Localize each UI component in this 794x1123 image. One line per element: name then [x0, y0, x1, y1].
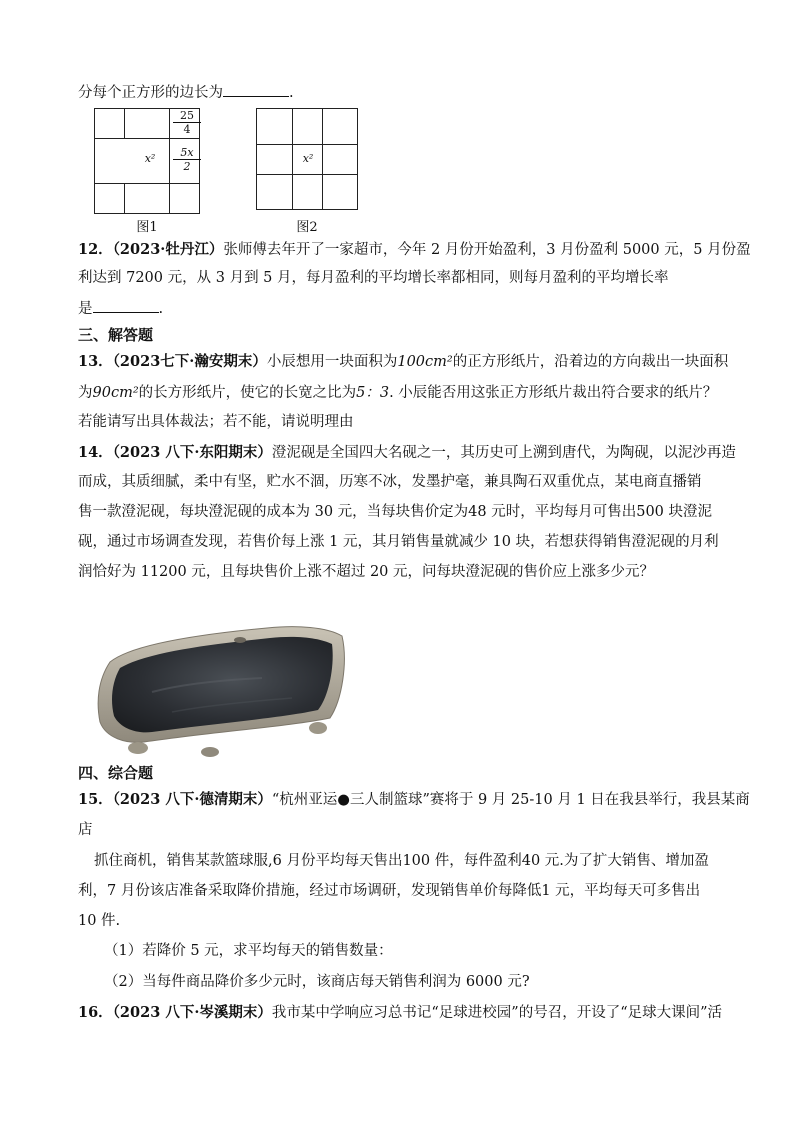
q15-line-3: 抓住商机，销售某款篮球服,6 月份平均每天售出100 件，每件盈利40 元.为了扩大销售、增加盈 — [94, 853, 709, 869]
q16-number: 16． — [78, 1004, 113, 1021]
figure-2-caption: 图2 — [296, 220, 318, 235]
q14-line-3: 售一款澄泥砚，每块澄泥砚的成本为 30 元，当每块售价定为48 元时，平均每月可售出500 块澄泥 — [78, 504, 713, 520]
q13-source: （2023七下·瀚安期末） — [112, 353, 267, 370]
q13-line-1: 13．（2023七下·瀚安期末）小辰想用一块面积为100cm²的正方形纸片，沿着边的方向裁出一块面积 — [78, 353, 729, 370]
q15-number: 15． — [78, 791, 113, 808]
q16-source: （2023 八下·岑溪期末） — [112, 1004, 272, 1021]
figure-1-fraction-5x-2: $\frac{5x}{2}$ — [173, 146, 201, 173]
q14-line-1: 14．（2023 八下·东阳期末）澄泥砚是全国四大名砚之一，其历史可上溯到唐代，为陶砚，以泥沙再造 — [78, 444, 736, 461]
q13-area-90: 90cm² — [92, 385, 139, 401]
q13-area-100: 100cm² — [397, 354, 453, 370]
figure-1-x-squared: x² — [144, 152, 156, 165]
section-3-heading: 三、解答题 — [78, 326, 154, 344]
figure-1-caption: 图1 — [136, 220, 158, 235]
q14-source: （2023 八下·东阳期末） — [112, 444, 272, 461]
q12-line-2: 利达到 7200 元，从 3 月到 5 月，每月盈利的平均增长率都相同，则每月盈利的平均增长率 — [78, 270, 669, 286]
q15-source: （2023 八下·德清期末） — [112, 791, 272, 808]
q12-number: 12． — [78, 241, 113, 258]
q15-line-5: 10 件. — [78, 913, 121, 929]
q14-line-5: 润恰好为 11200 元，且每块售价上涨不超过 20 元，问每块澄泥砚的售价应上涨多少元？ — [78, 564, 655, 580]
q15-subquestion-1: （1）若降价 5 元，求平均每天的销售数量： — [104, 943, 393, 959]
q14-line-4: 砚，通过市场调查发现，若售价每上涨 1 元，其月销售量就减少 10 块，若想获得销售澄泥砚的月利 — [78, 534, 719, 550]
q11-tail-line — [78, 82, 294, 103]
q13-number: 13． — [78, 353, 113, 370]
q11-answer-blank[interactable] — [223, 82, 289, 97]
section-4-heading: 四、综合题 — [78, 764, 154, 782]
q13-ratio: 5：3 — [356, 385, 390, 401]
q15-line-2: 店 — [78, 822, 93, 838]
q12-line-1: 12．（2023·牡丹江）张师傅去年开了一家超市，今年 2 月份开始盈利，3 月份盈利 5000 元，5 月份盈 — [78, 241, 751, 258]
q15-line-4: 利，7 月份该店准备采取降价措施，经过市场调研，发现销售单价每降低1 元，平均每天可多售出 — [78, 883, 701, 899]
figure-1-fraction-25-4: $\frac{25}{4}$ — [173, 109, 201, 136]
q15-line-1: 15．（2023 八下·德清期末）“杭州亚运●三人制篮球”赛将于 9 月 25-10 月 1 日在我县举行，我县某商 — [78, 791, 750, 808]
inkstone-photo — [92, 622, 350, 758]
q15-subquestion-2: （2）当每件商品降价多少元时，该商店每天销售利润为 6000 元? — [104, 974, 530, 990]
q12-line-3: 是 . — [78, 298, 163, 319]
q12-source: （2023·牡丹江） — [112, 241, 224, 258]
q14-line-2: 而成，其质细腻，柔中有坚，贮水不涸，历寒不冰，发墨护毫，兼具陶石双重优点，某电商直播销 — [78, 474, 702, 490]
figure-2-x-squared: x² — [302, 152, 314, 165]
q13-line-3: 若能请写出具体裁法；若不能，请说明理由 — [78, 414, 354, 430]
q12-answer-blank[interactable] — [93, 298, 159, 313]
q14-number: 14． — [78, 444, 113, 461]
q13-line-2: 为90cm²的长方形纸片，使它的长宽之比为5：3. 小辰能否用这张正方形纸片裁出符合要求的纸片？ — [78, 385, 718, 401]
q11-end: . — [289, 85, 294, 101]
q16-line-1: 16．（2023 八下·岑溪期末）我市某中学响应习总书记“足球进校园”的号召，开设了“足球大课间”活 — [78, 1004, 723, 1021]
q11-text: 分每个正方形的边长为 — [78, 85, 223, 101]
